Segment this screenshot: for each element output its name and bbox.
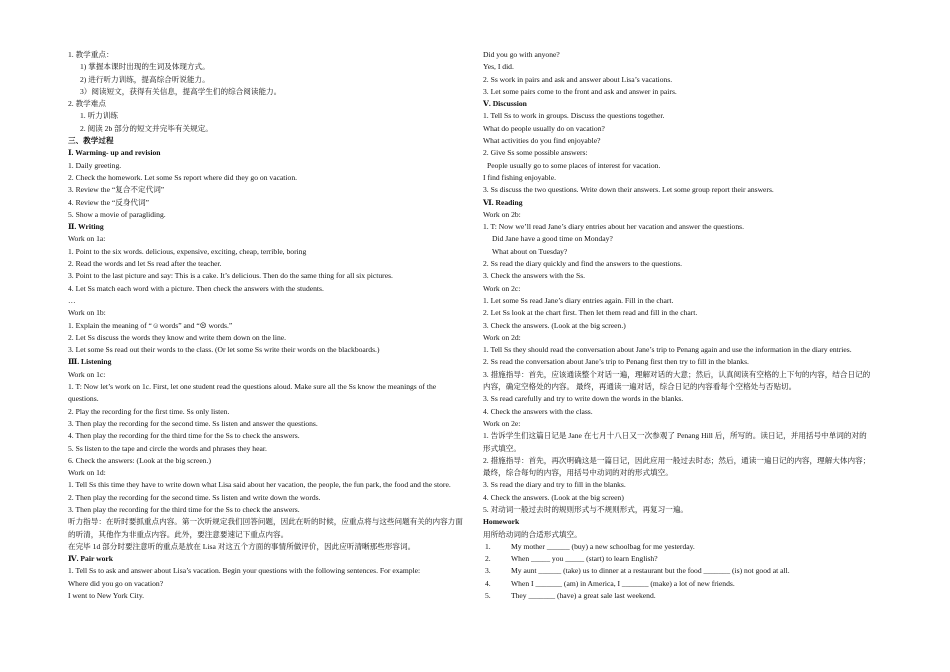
text-line: 5. 对动词一般过去时的规则形式与不规则形式，再复习一遍。 (483, 504, 689, 514)
subheading-2d: Work on 2d: (483, 332, 521, 342)
homework-item-text: My mother ______ (buy) a new schoolbag for me yesterday. (511, 541, 695, 551)
example-answer: I went to New York City. (68, 591, 145, 601)
heading-writing: Ⅱ. Writing (68, 222, 104, 232)
text-line: 3. Check the answers. (Look at the big screen.) (483, 320, 626, 330)
discussion-question: What do people usually do on vacation? (483, 123, 605, 133)
difficulty-1: 1. 听力训练 (80, 111, 118, 121)
homework-item-number: 4. (485, 578, 491, 588)
subheading-2b: Work on 2b: (483, 209, 521, 219)
text-line: 4. Check the answers. (Look at the big screen) (483, 492, 624, 502)
text-line: 2. Play the recording for the first time. Ss only listen. (68, 406, 230, 416)
text-line: 3. Let some pairs come to the front and ask and answer in pairs. (483, 86, 677, 96)
reading-guidance: 2. 措施指导：首先，再次明确这是一篇日记，因此应用一般过去时态；然后，通读一遍日记的内容，理解大体内容；最终，综合每句的内容，用括号中动词的对的形式填空。 (483, 455, 871, 478)
subheading-1d: Work on 1d: (68, 468, 106, 478)
text-line: 1. T: Now we’ll read Jane’s diary entries about her vacation and answer the questions. (483, 222, 744, 232)
text-line: 5. Show a movie of paragliding. (68, 209, 166, 219)
text-line: 3. Ss discuss the two questions. Write down their answers. Let some group report their answers. (483, 185, 774, 195)
text-line: 3. Point to the last picture and say: This is a cake. It’s delicious. Then do the same thing for all six pictures. (68, 271, 393, 281)
homework-item (483, 541, 873, 553)
text-line: 3. Ss read carefully and try to write down the words in the blanks. (483, 394, 684, 404)
text-line: 3. Then play the recording for the second time. Ss listen and answer the questions. (68, 418, 318, 428)
heading-warming-up: Ⅰ. Warming- up and revision (68, 148, 161, 158)
subheading-1c: Work on 1c: (68, 369, 106, 379)
homework-item (483, 578, 873, 590)
text-line: 1. Let some Ss read Jane’s diary entries again. Fill in the chart. (483, 295, 674, 305)
text-line: 4. Check the answers with the class. (483, 406, 593, 416)
text-paragraph: 1. T: Now let’s work on 1c. First, let one student read the questions aloud. Make sure all the Ss know the meanings of the questions. (68, 382, 437, 404)
text-line: 2. Check the homework. Let some Ss report where did they go on vacation. (68, 172, 298, 182)
text-paragraph: 1. Tell Ss this time they have to write down what Lisa said about her vacation, the people, the fun park, the food and the store. (68, 480, 451, 490)
homework-item-number: 5. (485, 591, 491, 601)
text-paragraph: 1. 告诉学生们这篇日记是 Jane 在七月十八日又一次参观了 Penang Hill 后，所写的。读日记，并用括号中单词的对的形式填空。 (483, 431, 867, 453)
text-line: 2. Let Ss look at the chart first. Then let them read and fill in the chart. (483, 308, 698, 318)
homework-item (483, 590, 873, 602)
text-line: 5. Ss listen to the tape and circle the words and phrases they hear. (68, 443, 267, 453)
left-column (68, 49, 468, 602)
text-line: 2. Ss read the conversation about Jane’s trip to Penang first then try to fill in the blanks. (483, 357, 749, 367)
key-point-2: 2) 进行听力训练，提高综合听说能力。 (80, 74, 210, 84)
subheading-2e: Work on 2e: (483, 418, 521, 428)
text-line: 1. Daily greeting. (68, 160, 122, 170)
ellipsis-line: … (68, 295, 76, 305)
difficulty-2: 2. 阅读 2b 部分的短文并完毕有关规定。 (80, 123, 213, 133)
right-column (483, 49, 873, 602)
listening-note: 在完毕 1d 部分时要注意听的重点是放在 Lisa 对这五个方面的事情所做评价，因此应听清晰那些形容词。 (68, 541, 416, 551)
text-line: 3. Let some Ss read out their words to the class. (Or let some Ss write their words on the blackboards.) (68, 345, 380, 355)
text-line: 6. Check the answers: (Look at the big screen.) (68, 455, 211, 465)
possible-answer: People usually go to some places of interest for vacation. (487, 160, 661, 170)
subheading-1b: Work on 1b: (68, 308, 106, 318)
text-line: 3. Review the “复合不定代词” (68, 185, 165, 195)
key-point-1: 1) 掌握本课时出现的生词及体现方式。 (80, 62, 210, 72)
subheading-2c: Work on 2c: (483, 283, 521, 293)
text-line: 3. Ss read the diary and try to fill in the blanks. (483, 480, 626, 490)
homework-item (483, 553, 873, 565)
text-line: 4. Review the “反身代词” (68, 197, 149, 207)
section-teaching-process: 三、教学过程 (68, 136, 114, 146)
homework-item (483, 565, 873, 577)
text-paragraph: 1. Tell Ss to ask and answer about Lisa’s vacation. Begin your questions with the following sentences. For example: (68, 566, 421, 576)
homework-item-number: 3. (485, 566, 491, 576)
possible-answer: I find fishing enjoyable. (483, 172, 556, 182)
heading-listening: Ⅲ. Listening (68, 357, 112, 367)
homework-item-number: 2. (485, 554, 491, 564)
text-line: 3. Then play the recording for the third time for the Ss to check the answers. (68, 504, 300, 514)
text-line: 2. Ss read the diary quickly and find the answers to the questions. (483, 259, 683, 269)
text-line: 1. Explain the meaning of “☺words” and “☹ words.” (68, 320, 233, 330)
discussion-question: What activities do you find enjoyable? (483, 136, 601, 146)
example-answer: Yes, I did. (483, 62, 514, 72)
homework-item-text: When _____ you _____ (start) to learn English? (511, 554, 658, 564)
example-question: Where did you go on vacation? (68, 578, 164, 588)
reading-guidance: 3. 措施指导：首先，应该通读整个对话一遍，理解对话的大意；然后，认真阅读有空格的上下句的内容，结合日记的内容，确定空格处的内容。 最终，再通读一遍对话，综合日记的内容看每个空格处与否贴切。 (483, 369, 871, 392)
text-line: 1. Point to the six words. delicious, expensive, exciting, cheap, terrible, boring (68, 246, 307, 256)
text-line: 2. Give Ss some possible answers: (483, 148, 588, 158)
heading-homework: Homework (483, 517, 520, 527)
text-line: 4. Let Ss match each word with a picture. Then check the answers with the students. (68, 283, 324, 293)
homework-item-text: When I _______ (am) in America, I _______ (make) a lot of new friends. (511, 578, 735, 588)
example-question: Did you go with anyone? (483, 50, 560, 59)
heading-reading: Ⅵ. Reading (483, 197, 523, 207)
reading-question: What about on Tuesday? (492, 246, 568, 256)
text-line: 4. Then play the recording for the third time for the Ss to check the answers. (68, 431, 300, 441)
homework-item-text: They _______ (have) a great sale last weekend. (511, 591, 656, 601)
text-line: 2. Read the words and let Ss read after the teacher. (68, 259, 222, 269)
text-line: 1. Tell Ss to work in groups. Discuss the questions together. (483, 111, 665, 121)
text-paragraph: 1. Tell Ss they should read the conversation about Jane’s trip to Penang again and use the information in the diary entries. (483, 345, 852, 355)
listening-guidance: 听力指导：在听时要抓重点内容。第一次听规定我们回答问题，因此在听的时候，应重点将与这些问题有关的内容力面的听清，其他作为非重点内容。此外，要注意要速记下重点内容。 (68, 517, 463, 539)
heading-pair-work: Ⅳ. Pair work (68, 554, 113, 564)
heading-discussion: Ⅴ. Discussion (483, 99, 527, 109)
homework-item-number: 1. (485, 541, 491, 551)
homework-item-text: My aunt ______ (take) us to dinner at a restaurant but the food _______ (is) not good at all. (511, 566, 790, 576)
subheading-1a: Work on 1a: (68, 234, 106, 244)
section-difficulties: 2. 教学难点 (68, 99, 106, 109)
homework-instruction: 用所给动词的合适形式填空。 (483, 529, 582, 539)
text-line: 2. Let Ss discuss the words they know and write them down on the line. (68, 332, 287, 342)
key-point-3: 3）阅读短文，获得有关信息，提高学生们的综合阅读能力。 (80, 86, 282, 96)
reading-question: Did Jane have a good time on Monday? (492, 234, 613, 244)
section-key-points: 1. 教学重点： (68, 50, 114, 59)
text-line: 3. Check the answers with the Ss. (483, 271, 586, 281)
text-line: 2. Ss work in pairs and ask and answer about Lisa’s vacations. (483, 74, 673, 84)
text-line: 2. Then play the recording for the second time. Ss listen and write down the words. (68, 492, 321, 502)
